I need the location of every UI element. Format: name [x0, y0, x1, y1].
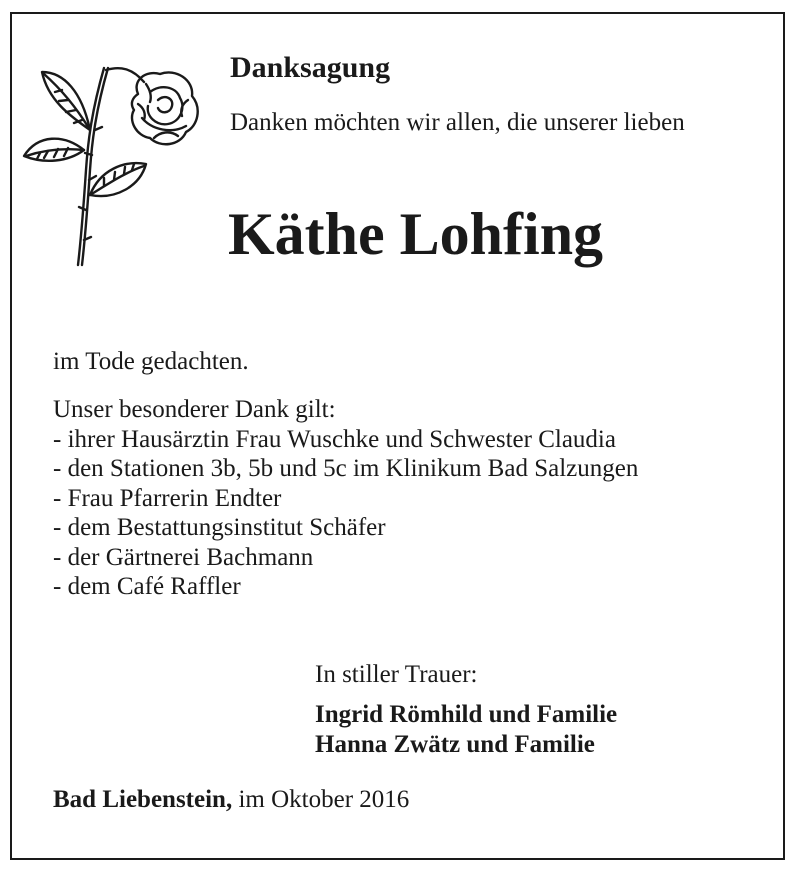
family-name: Hanna Zwätz und Familie [315, 731, 595, 758]
thanks-item: - dem Café Raffler [53, 573, 241, 600]
thanks-intro: Unser besonderer Dank gilt: [53, 396, 336, 423]
thanks-item: - dem Bestattungsinstitut Schäfer [53, 514, 386, 541]
place-name: Bad Liebenstein, [53, 786, 233, 813]
thanks-item: - Frau Pfarrerin Endter [53, 484, 282, 512]
deceased-name: Käthe Lohfing [228, 201, 604, 267]
remembered-text: im Tode gedachten. [53, 348, 249, 375]
mourning-label: In stiller Trauer: [315, 661, 478, 688]
rose-icon [20, 60, 210, 270]
family-signatures [315, 700, 617, 760]
thanks-item: - ihrer Hausärztin Frau Wuschke und Schwester Claudia [53, 425, 616, 453]
thanks-item: - der Gärtnerei Bachmann [53, 543, 314, 571]
date-text: im Oktober 2016 [238, 786, 410, 813]
heading-title: Danksagung [230, 51, 391, 84]
place-date-line [53, 785, 409, 815]
family-name: Ingrid Römhild und Familie [315, 701, 618, 728]
intro-text: Danken möchten wir allen, die unserer lieben [230, 109, 685, 136]
thanks-item: - den Stationen 3b, 5b und 5c im Klinikum Bad Salzungen [53, 455, 639, 482]
thanks-block [53, 395, 638, 602]
